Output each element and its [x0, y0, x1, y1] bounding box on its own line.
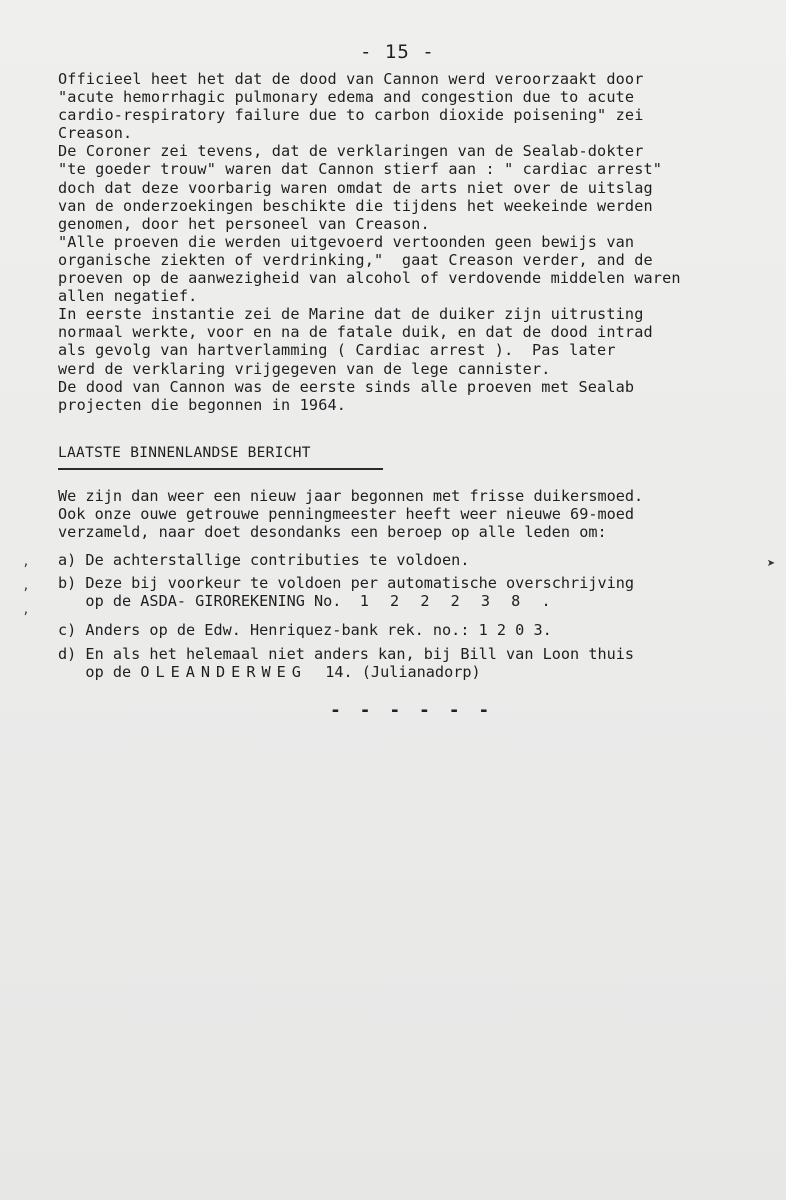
address-prefix: op de — [58, 663, 132, 681]
page-number: - 15 - — [360, 41, 435, 63]
text-line: doch dat deze voorbarig waren omdat de arts niet over de uitslag — [58, 178, 653, 197]
text-line: "acute hemorrhagic pulmonary edema and congestion due to acute — [58, 88, 635, 107]
list-item-b-line1: b) Deze bij voorkeur te voldoen per automatische overschrijving — [58, 574, 635, 592]
giro-number: 1 2 2 2 3 8 . — [359, 592, 557, 610]
text-line: "te goeder trouw" waren dat Cannon stierf aan : " cardiac arrest" — [58, 160, 663, 179]
text-line: werd de verklaring vrijgegeven van de lege cannister. — [58, 359, 551, 378]
text-line: van de onderzoekingen beschikte die tijdens het weekeinde werden — [58, 196, 653, 215]
text-line: Officieel heet het dat de dood van Cannon werd veroorzaakt door — [58, 70, 644, 88]
margin-mark: ’ — [22, 610, 30, 624]
text-line: organische ziekten of verdrinking," gaat Creason verder, and de — [58, 250, 653, 269]
heading-underline — [58, 468, 383, 470]
text-line: projecten die begonnen in 1964. — [58, 395, 347, 414]
text-line: De Coroner zei tevens, dat de verklaringen van de Sealab-dokter — [58, 142, 644, 161]
section-heading: LAATSTE BINNENLANDSE BERICHT — [58, 445, 311, 461]
list-item-d-line2 — [58, 663, 481, 681]
list-item-b-line2 — [58, 592, 557, 610]
text-line: In eerste instantie zei de Marine dat de duiker zijn uitrusting — [58, 305, 644, 324]
list-item-c: c) Anders op de Edw. Henriquez-bank rek. no.: 1 2 0 3. — [58, 621, 552, 639]
text-line: proeven op de aanwezigheid van alcohol of verdovende middelen waren — [58, 269, 681, 288]
text-line: De dood van Cannon was de eerste sinds alle proeven met Sealab — [58, 377, 635, 396]
list-item-a: a) De achterstallige contributies te voldoen. — [58, 551, 470, 569]
bleed-through-artwork — [20, 830, 28, 864]
end-separator: - - - - - - — [330, 700, 494, 721]
text-line: Creason. — [58, 124, 133, 143]
margin-mark: ’ — [22, 562, 30, 576]
street-name: OLEANDERWEG — [140, 663, 307, 681]
text-line: cardio-respiratory failure due to carbon dioxide poisening" zei — [58, 106, 644, 125]
margin-mark: ’ — [22, 586, 30, 600]
article-paragraph — [58, 70, 773, 414]
text-line: genomen, door het personeel van Creason. — [58, 214, 430, 233]
text-line: allen negatief. — [58, 287, 198, 306]
text-line: We zijn dan weer een nieuw jaar begonnen met frisse duikersmoed. — [58, 487, 644, 505]
text-line: normaal werkte, voor en na de fatale duik, en dat de dood intrad — [58, 323, 653, 342]
text-line: "Alle proeven die werden uitgevoerd vertoonden geen bewijs van — [58, 232, 635, 251]
text-line: verzameld, naar doet desondanks een beroep op alle leden om: — [58, 523, 607, 542]
intro-paragraph — [58, 487, 773, 541]
giro-label: op de ASDA- GIROREKENING No. — [58, 592, 342, 610]
address-suffix: 14. (Julianadorp) — [325, 663, 481, 681]
margin-arrow-mark: ➤ — [767, 556, 776, 572]
text-line: Ook onze ouwe getrouwe penningmeester heeft weer nieuwe 69-moed — [58, 505, 635, 524]
text-line: als gevolg van hartverlamming ( Cardiac arrest ). Pas later — [58, 341, 616, 360]
list-item-d-line1: d) En als het helemaal niet anders kan, bij Bill van Loon thuis — [58, 645, 635, 663]
